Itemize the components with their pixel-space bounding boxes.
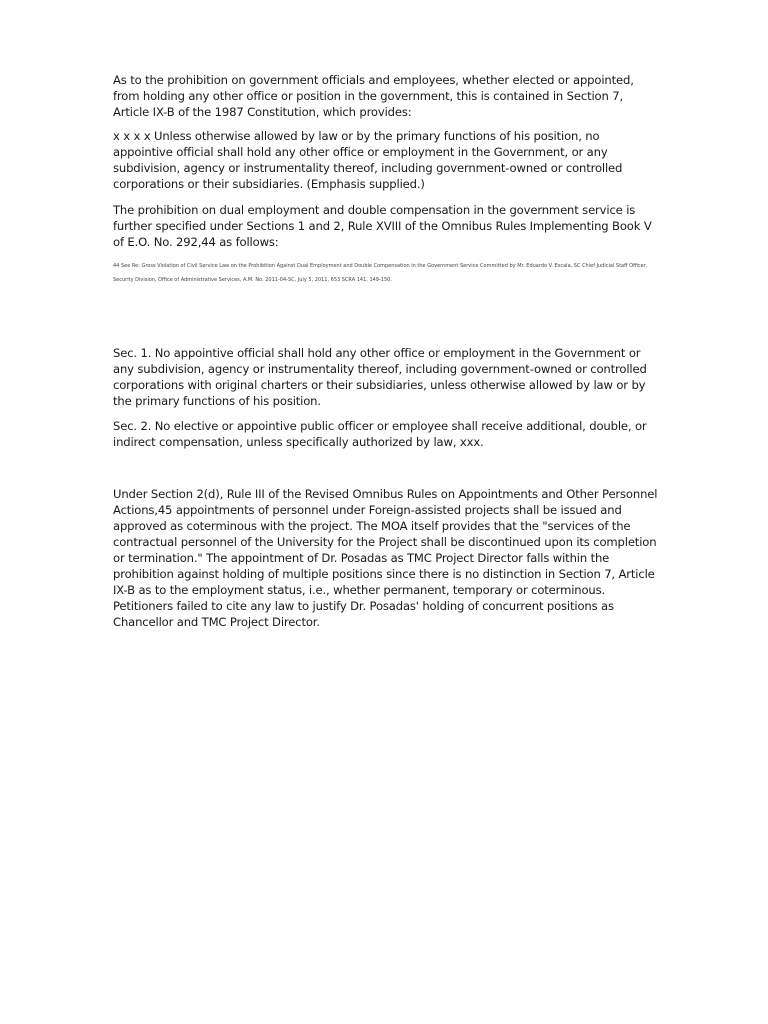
- paragraph-constitution-quote: x x x x Unless otherwise allowed by law or by the primary functions of his position, no appointive official shall hold any other office or employment in the Government, or any subdivision, agency or instrumentality thereof, including government-owned or controlled corporations or their subsidiaries. (Emphasis supplied.): [113, 129, 623, 191]
- paragraph-section-1: Sec. 1. No appointive official shall hold any other office or employment in the Government or any subdivision, agency or instrumentality thereof, including government-owned or controlled corporations with original charters or their subsidiaries, unless otherwise allowed by law or by the primary functions of his position.: [113, 346, 647, 408]
- footnote-44: 44 See Re: Gross Violation of Civil Service Law on the Prohibition Against Dual Employment and Double Compensation in the Government Service Committed by Mr. Eduardo V. Escala, SC Chief Judicial Staff Officer, Security Division, Office of Administrative Services, A.M. No. 2011-04-SC, July 5, 2011, 653 SCRA 141, 149-150.: [113, 263, 648, 283]
- paragraph-coterminous-appointment: Under Section 2(d), Rule III of the Revised Omnibus Rules on Appointments and Other Personnel Actions,45 appointments of personnel under Foreign-assisted projects shall be issued and approved as coterminous with the project. The MOA itself provides that the "services of the contractual personnel of the University for the Project shall be discontinued upon its completion or termination." The appointment of Dr. Posadas as TMC Project Director falls within the prohibition against holding of multiple positions since there is no distinction in Section 7, Article IX-B as to the employment status, i.e., whether permanent, temporary or coterminous. Petitioners failed to cite any law to justify Dr. Posadas' holding of concurrent positions as Chancellor and TMC Project Director.: [113, 487, 658, 629]
- paragraph-omnibus-rules-intro: The prohibition on dual employment and double compensation in the government service is further specified under Sections 1 and 2, Rule XVIII of the Omnibus Rules Implementing Book V of E.O. No. 292,44 as follows:: [113, 203, 652, 249]
- paragraph-section-2: Sec. 2. No elective or appointive public officer or employee shall receive additional, double, or indirect compensation, unless specifically authorized by law, xxx.: [113, 419, 647, 449]
- paragraph-constitution-intro: As to the prohibition on government officials and employees, whether elected or appointed, from holding any other office or position in the government, this is contained in Section 7, Article IX-B of the 1987 Constitution, which provides:: [113, 73, 634, 119]
